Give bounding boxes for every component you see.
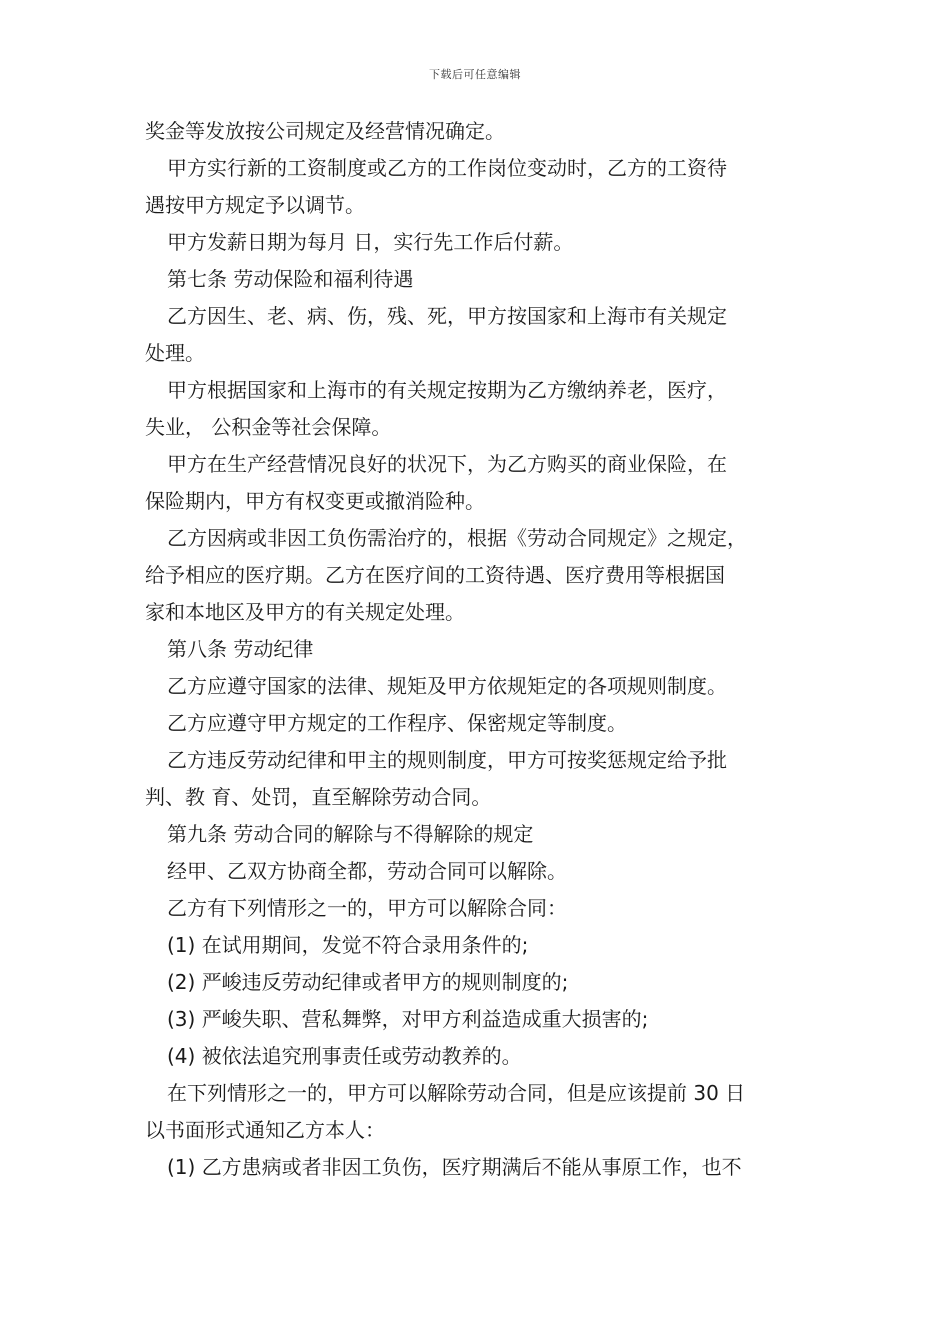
page-header: 下载后可任意编辑	[429, 68, 521, 81]
paragraph-line: 甲方根据国家和上海市的有关规定按期为乙方缴纳养老，医疗，	[167, 378, 727, 402]
paragraph-line: 处理。	[145, 341, 205, 365]
paragraph-line: 乙方违反劳动纪律和甲主的规则制度，甲方可按奖惩规定给予批	[167, 748, 727, 772]
paragraph-line: 甲方发薪日期为每月 日，实行先工作后付薪。	[167, 230, 574, 254]
paragraph-line: 乙方有下列情形之一的，甲方可以解除合同：	[167, 896, 567, 920]
paragraph-line: 甲方在生产经营情况良好的状况下，为乙方购买的商业保险，在	[167, 452, 727, 476]
paragraph-line: (1) 在试用期间，发觉不符合录用条件的;	[167, 933, 529, 957]
paragraph-line: 第九条 劳动合同的解除与不得解除的规定	[167, 822, 534, 846]
paragraph-line: 乙方因病或非因工负伤需治疗的，根据《劳动合同规定》之规定，	[167, 526, 747, 550]
paragraph-line: 以书面形式通知乙方本人：	[145, 1118, 385, 1142]
paragraph-line: 经甲、乙双方协商全都，劳动合同可以解除。	[167, 859, 567, 883]
paragraph-line: 判、教 育、处罚，直至解除劳动合同。	[145, 785, 492, 809]
paragraph-line: 失业， 公积金等社会保障。	[145, 415, 392, 439]
paragraph-line: 给予相应的医疗期。乙方在医疗间的工资待遇、医疗费用等根据国	[145, 563, 725, 587]
paragraph-line: 甲方实行新的工资制度或乙方的工作岗位变动时，乙方的工资待	[167, 156, 727, 180]
paragraph-line: (1) 乙方患病或者非因工负伤，医疗期满后不能从事原工作，也不	[167, 1155, 742, 1179]
paragraph-line: (2) 严峻违反劳动纪律或者甲方的规则制度的;	[167, 970, 569, 994]
paragraph-line: 在下列情形之一的，甲方可以解除劳动合同，但是应该提前 30 日	[167, 1081, 746, 1105]
paragraph-line: 家和本地区及甲方的有关规定处理。	[145, 600, 465, 624]
paragraph-line: 遇按甲方规定予以调节。	[145, 193, 365, 217]
paragraph-line: (4) 被依法追究刑事责任或劳动教养的。	[167, 1044, 522, 1068]
paragraph-line: (3) 严峻失职、营私舞弊，对甲方利益造成重大损害的;	[167, 1007, 649, 1031]
paragraph-line: 乙方应遵守国家的法律、规矩及甲方依规矩定的各项规则制度。	[167, 674, 727, 698]
document-body	[145, 113, 815, 1186]
paragraph-line: 保险期内，甲方有权变更或撤消险种。	[145, 489, 485, 513]
paragraph-line: 乙方应遵守甲方规定的工作程序、保密规定等制度。	[167, 711, 627, 735]
paragraph-line: 乙方因生、老、病、伤，残、死，甲方按国家和上海市有关规定	[167, 304, 727, 328]
paragraph-line: 奖金等发放按公司规定及经营情况确定。	[145, 119, 505, 143]
paragraph-line: 第八条 劳动纪律	[167, 637, 314, 661]
paragraph-line: 第七条 劳动保险和福利待遇	[167, 267, 414, 291]
